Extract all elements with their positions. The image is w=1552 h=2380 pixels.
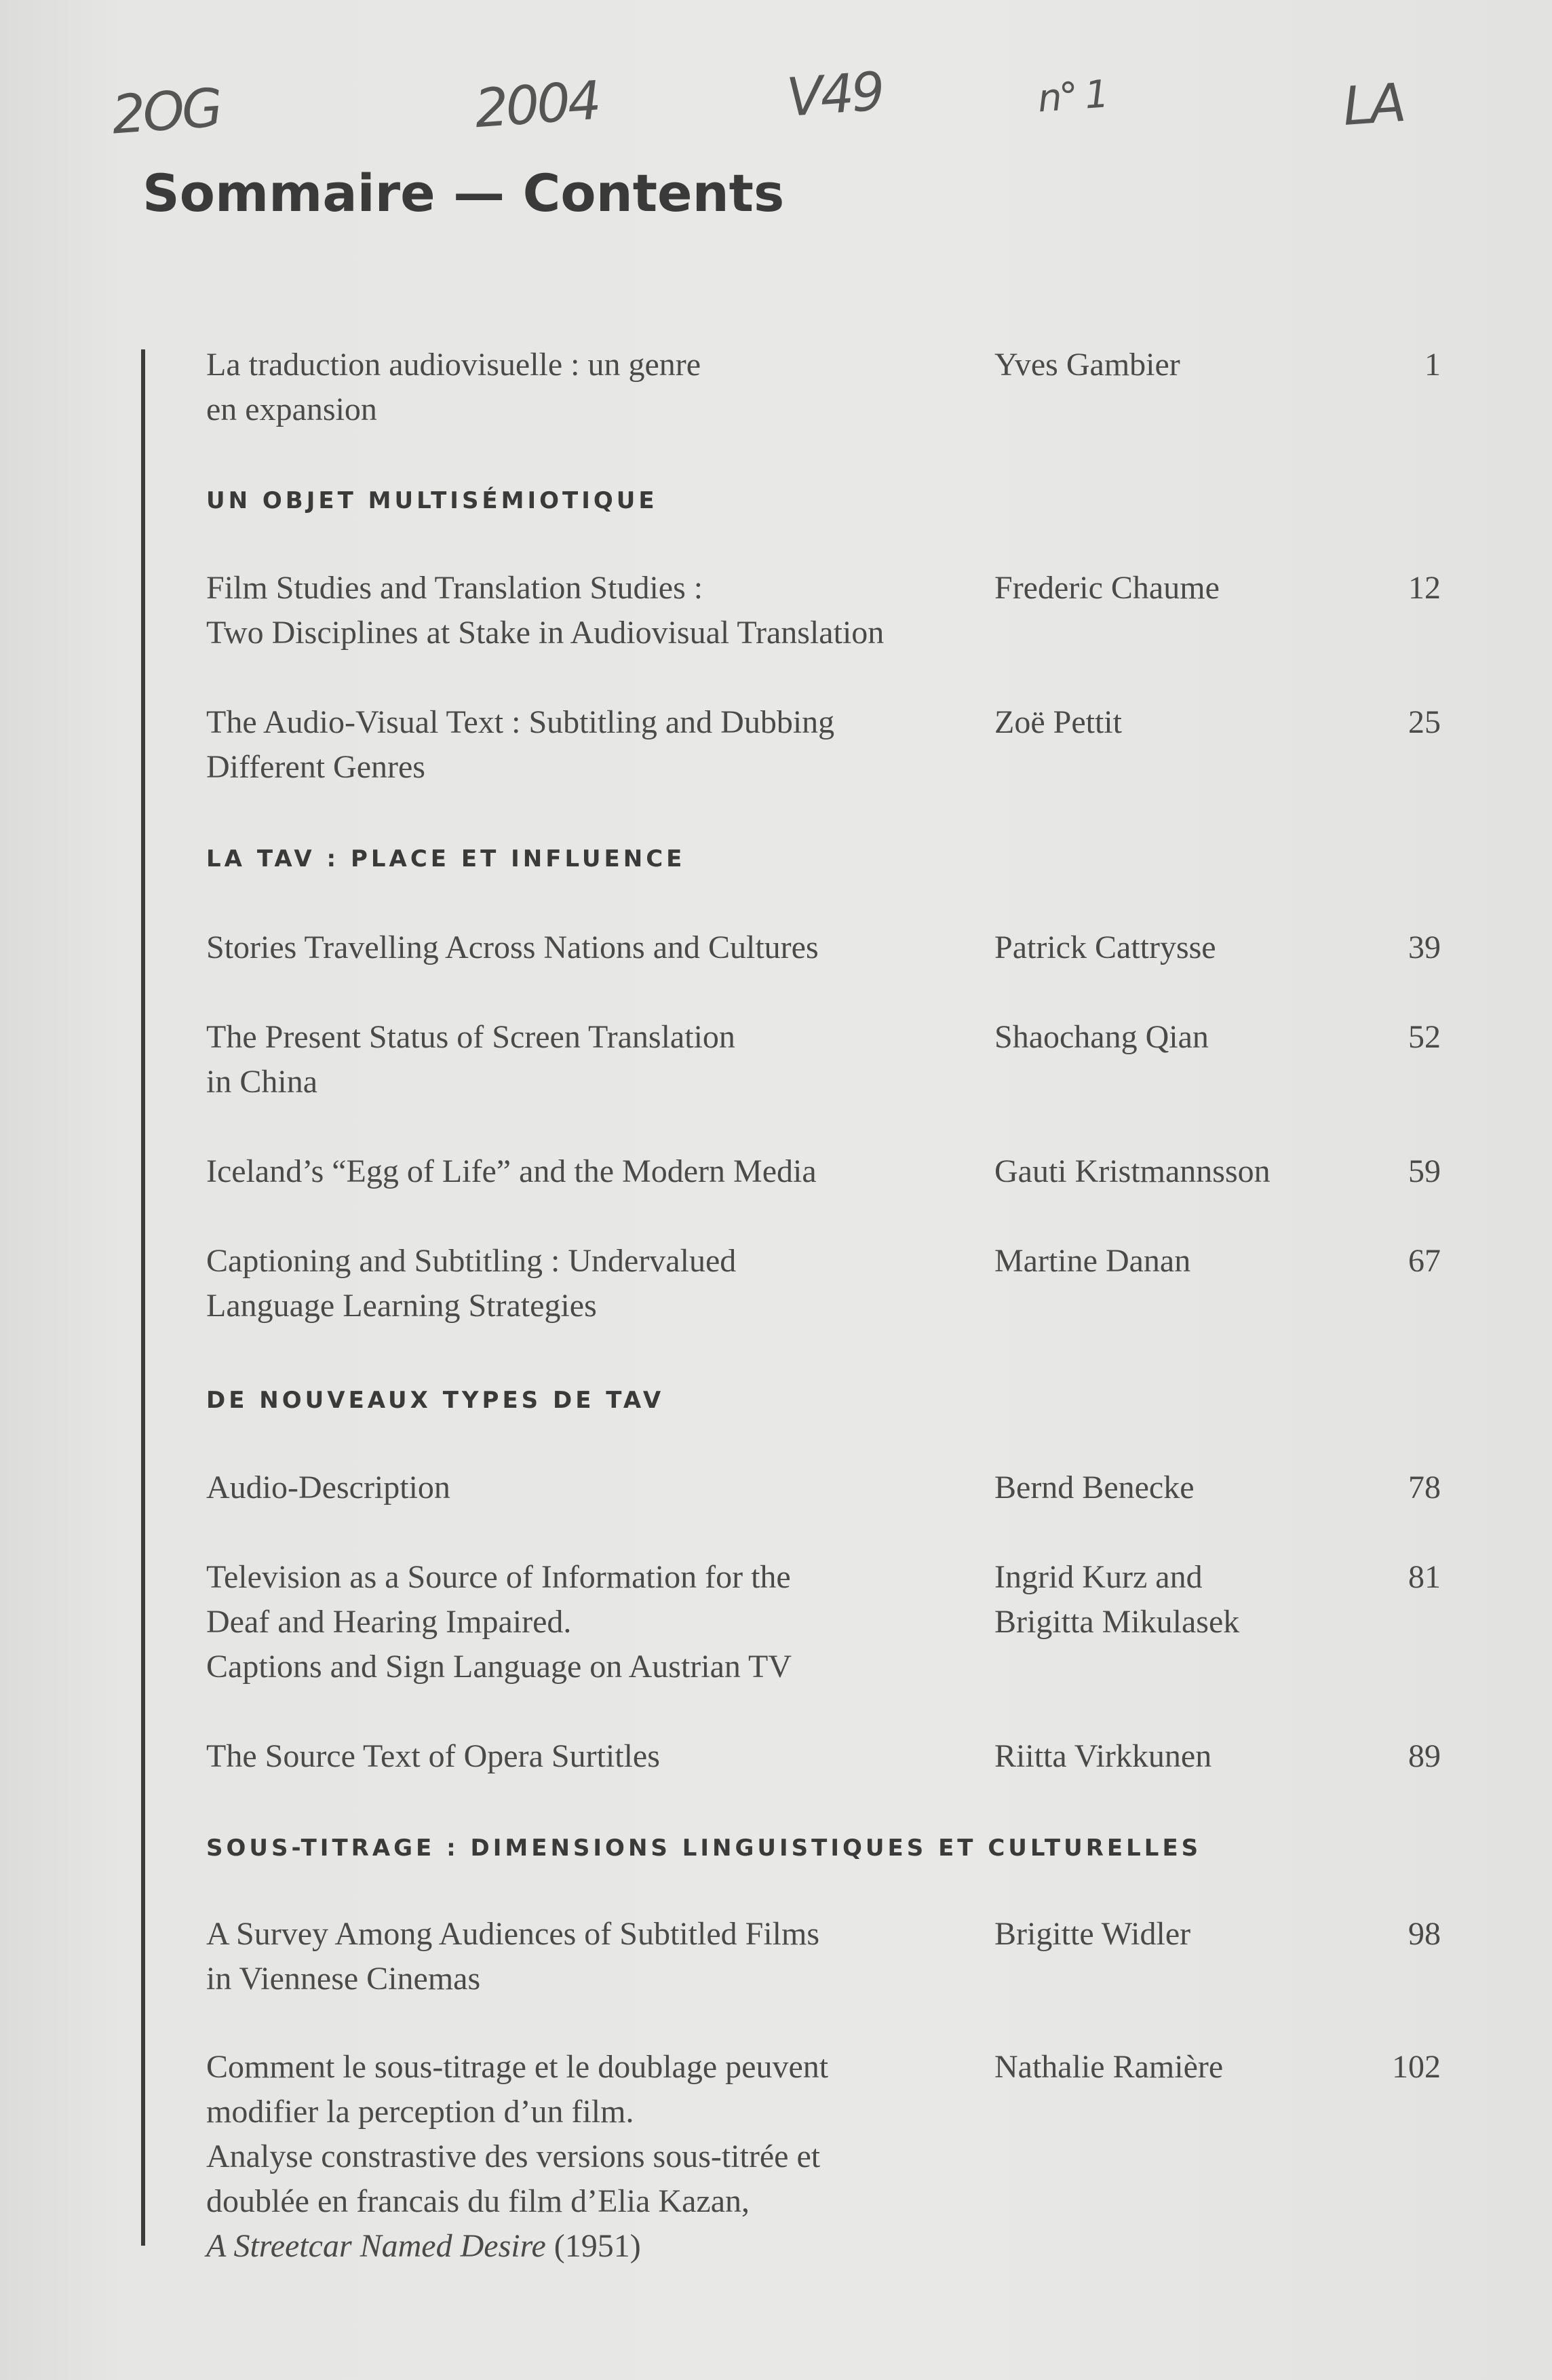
entry-title <box>206 343 986 432</box>
entry-title-line: in China <box>206 1064 317 1100</box>
entry-author: Brigitte Widler <box>994 1916 1191 1952</box>
entry-title-line: Captions and Sign Language on Austrian TV <box>206 1649 792 1685</box>
handwritten-note-3: V49 <box>785 61 885 129</box>
entry-page-number: 98 <box>1408 1916 1441 1952</box>
section-heading: SOUS-TITRAGE : DIMENSIONS LINGUISTIQUES ET CULTURELLES <box>206 1835 1202 1862</box>
entry-title-line: The Present Status of Screen Translation <box>206 1019 735 1055</box>
entry-title-line: Deaf and Hearing Impaired. <box>206 1604 572 1640</box>
entry-page-number: 25 <box>1408 704 1441 740</box>
entry-page-number: 78 <box>1408 1470 1441 1505</box>
entry-page-number: 1 <box>1424 347 1441 383</box>
entry-title-line: The Audio-Visual Text : Subtitling and Dubbing <box>206 704 835 740</box>
entry-author-line: Brigitta Mikulasek <box>994 1604 1240 1640</box>
entry-title-line: doublée en francais du film d’Elia Kazan, <box>206 2183 750 2219</box>
entry-title-line: Different Genres <box>206 749 425 785</box>
entry-author <box>994 1555 1374 1645</box>
entry-page-number: 67 <box>1408 1243 1441 1279</box>
handwritten-note-4: n° 1 <box>1036 72 1108 121</box>
entry-page-number: 12 <box>1408 570 1441 606</box>
entry-title-line: Audio-Description <box>206 1470 450 1505</box>
section-heading: LA TAV : PLACE ET INFLUENCE <box>206 845 686 872</box>
entry-title-line <box>206 2224 986 2269</box>
entry-page-number: 89 <box>1408 1738 1441 1774</box>
entry-title-line: modifier la perception d’un film. <box>206 2094 634 2130</box>
film-title: A Streetcar Named Desire <box>206 2228 546 2264</box>
entry-title <box>206 1149 986 1194</box>
entry-page-number: 39 <box>1408 929 1441 965</box>
entry-author: Yves Gambier <box>994 347 1180 383</box>
entry-author: Gauti Kristmannsson <box>994 1153 1270 1189</box>
section-heading: UN OBJET MULTISÉMIOTIQUE <box>206 487 658 514</box>
entry-title <box>206 925 986 970</box>
entry-author-line: Ingrid Kurz and <box>994 1559 1203 1595</box>
entry-title <box>206 1555 986 1689</box>
entry-author: Bernd Benecke <box>994 1470 1195 1505</box>
entry-title-line: Film Studies and Translation Studies : <box>206 570 703 606</box>
entry-title-line: La traduction audiovisuelle : un genre <box>206 347 701 383</box>
entry-title-line: Language Learning Strategies <box>206 1288 597 1324</box>
entry-title-line: A Survey Among Audiences of Subtitled Films <box>206 1916 820 1952</box>
entry-title-line: Two Disciplines at Stake in Audiovisual Translation <box>206 615 885 651</box>
entry-author: Nathalie Ramière <box>994 2049 1224 2085</box>
entry-page-number: 102 <box>1392 2049 1441 2085</box>
entry-author: Patrick Cattrysse <box>994 929 1216 965</box>
entry-title <box>206 1239 986 1328</box>
entry-title <box>206 2045 986 2269</box>
page-title: Sommaire — Contents <box>142 163 785 223</box>
handwritten-note-5: LA <box>1340 73 1405 138</box>
entry-title-line: Television as a Source of Information for the <box>206 1559 791 1595</box>
entry-title-line: The Source Text of Opera Surtitles <box>206 1738 660 1774</box>
entry-title-line: in Viennese Cinemas <box>206 1961 481 1997</box>
film-year: (1951) <box>545 2228 641 2264</box>
entry-title <box>206 1465 986 1510</box>
entry-author: Zoë Pettit <box>994 704 1122 740</box>
entry-title <box>206 700 986 790</box>
entry-author: Shaochang Qian <box>994 1019 1209 1055</box>
entry-title <box>206 566 986 655</box>
entry-title-line: en expansion <box>206 391 377 427</box>
entry-title <box>206 1912 986 2001</box>
handwritten-note-1: 2OG <box>110 77 222 147</box>
entry-page-number: 52 <box>1408 1019 1441 1055</box>
handwritten-note-2: 2004 <box>473 70 601 140</box>
entry-title <box>206 1015 986 1105</box>
entry-title-line: Comment le sous-titrage et le doublage peuvent <box>206 2049 829 2085</box>
entry-title-line: Stories Travelling Across Nations and Cultures <box>206 929 819 965</box>
section-heading: DE NOUVEAUX TYPES DE TAV <box>206 1387 665 1414</box>
entry-author: Martine Danan <box>994 1243 1191 1279</box>
entry-page-number: 81 <box>1408 1559 1441 1595</box>
entry-page-number: 59 <box>1408 1153 1441 1189</box>
entry-author: Frederic Chaume <box>994 570 1220 606</box>
entry-title-line: Analyse constrastive des versions sous-titrée et <box>206 2138 821 2174</box>
entry-title-line: Captioning and Subtitling : Undervalued <box>206 1243 737 1279</box>
entry-title <box>206 1734 986 1779</box>
entry-title-line: Iceland’s “Egg of Life” and the Modern Media <box>206 1153 817 1189</box>
entry-author: Riitta Virkkunen <box>994 1738 1212 1774</box>
